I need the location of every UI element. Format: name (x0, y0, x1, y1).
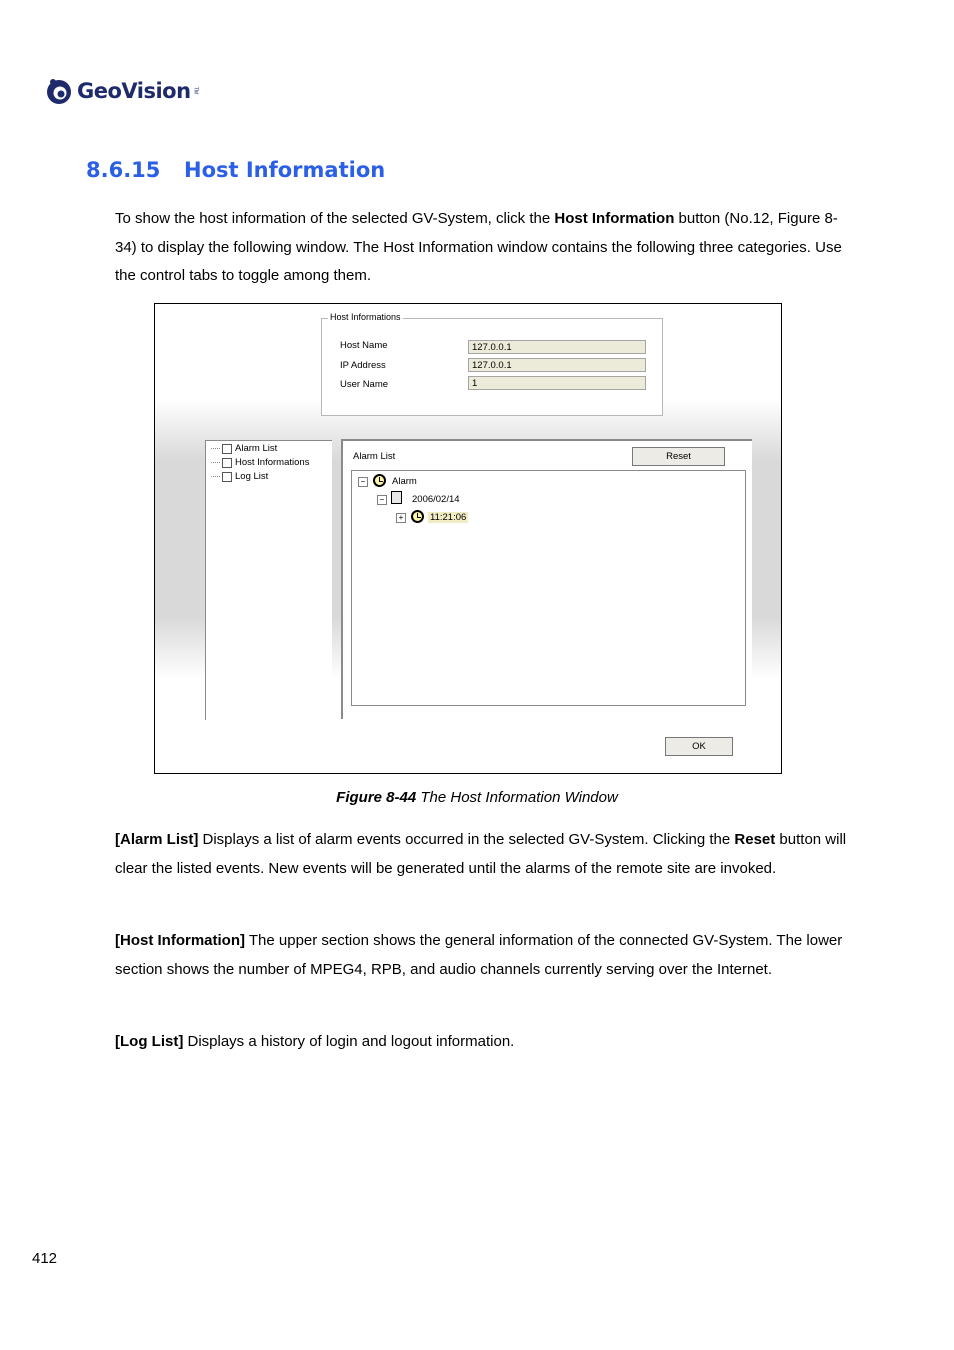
log-list-icon (222, 472, 232, 482)
category-tree (205, 440, 332, 720)
tree-item-log-list[interactable] (211, 471, 268, 482)
alarm-list-term: [Alarm List] (115, 831, 199, 848)
alarm-list-icon (222, 444, 232, 454)
user-name-field[interactable]: 1 (468, 376, 646, 390)
tree-item-label: Alarm List (235, 443, 278, 454)
calendar-icon (391, 491, 402, 504)
host-desc-text: The upper section shows the general information of the connected GV-System. The lower section shows the number of MPEG4, RPB, and audio channels currently serving over the Internet. (115, 932, 843, 978)
intro-text-1: To show the host information of the selected GV-System, click the (115, 210, 555, 227)
reset-term: Reset (734, 831, 776, 848)
log-list-paragraph (115, 1028, 850, 1057)
ip-address-field[interactable]: 127.0.0.1 (468, 358, 646, 372)
logo-mark-icon (44, 76, 74, 106)
host-informations-group (321, 312, 663, 416)
intro-paragraph (115, 205, 850, 291)
page-number: 412 (32, 1250, 58, 1267)
host-information-paragraph (115, 927, 850, 984)
tree-item-label: Log List (235, 471, 269, 482)
reset-button[interactable]: Reset (632, 447, 725, 466)
alarm-time-node[interactable]: 11:21:06 (430, 512, 467, 523)
intro-bold-host-information: Host Information (554, 210, 675, 227)
logo-text: GeoVision (77, 79, 191, 103)
caption-text: The Host Information Window (416, 789, 618, 806)
collapse-icon[interactable]: − (377, 495, 387, 505)
section-number: 8.6.15 (86, 158, 161, 182)
panel-title: Alarm List (353, 451, 396, 462)
alarm-desc-text-1: Displays a list of alarm events occurred in the selected GV-System. Clicking the (198, 831, 735, 848)
group-title: Host Informations (330, 312, 401, 322)
tree-item-host-informations[interactable] (211, 457, 309, 468)
alarm-clock-icon (411, 510, 424, 523)
host-information-window (154, 303, 782, 774)
alarm-desc-text-2: button will clear the listed events. New events will be generated until the alarms of the remote site are invoked. (115, 831, 847, 877)
alarm-tree (351, 470, 746, 706)
section-title: Host Information (184, 158, 386, 182)
figure-caption (0, 789, 954, 806)
user-name-label: User Name (340, 379, 389, 390)
alarm-list-panel (341, 439, 752, 719)
tree-item-alarm-list[interactable] (211, 443, 277, 454)
expand-icon[interactable]: + (396, 513, 406, 523)
alarm-clock-icon (373, 474, 386, 487)
host-name-label: Host Name (340, 340, 388, 351)
collapse-icon[interactable]: − (358, 477, 368, 487)
log-desc-text: Displays a history of login and logout information. (183, 1033, 515, 1050)
geovision-logo (44, 74, 199, 108)
alarm-root-node[interactable]: Alarm (392, 476, 417, 487)
section-heading (86, 158, 385, 182)
ok-button[interactable]: OK (665, 737, 733, 756)
ip-address-label: IP Address (340, 360, 386, 371)
host-name-field[interactable]: 127.0.0.1 (468, 340, 646, 354)
caption-label: Figure 8-44 (336, 789, 417, 806)
logo-trademark: TM (192, 87, 199, 95)
intro-text-2: button (No.12, Figure 8-34) to display the following window. The Host Information window contains the following three categories. Use the control tabs to toggle among them. (115, 210, 842, 285)
log-list-term: [Log List] (115, 1033, 184, 1050)
alarm-list-paragraph (115, 826, 850, 883)
host-information-term: [Host Information] (115, 932, 245, 949)
host-info-icon (222, 458, 232, 468)
alarm-date-node[interactable]: 2006/02/14 (412, 494, 460, 505)
tree-item-label: Host Informations (235, 457, 310, 468)
